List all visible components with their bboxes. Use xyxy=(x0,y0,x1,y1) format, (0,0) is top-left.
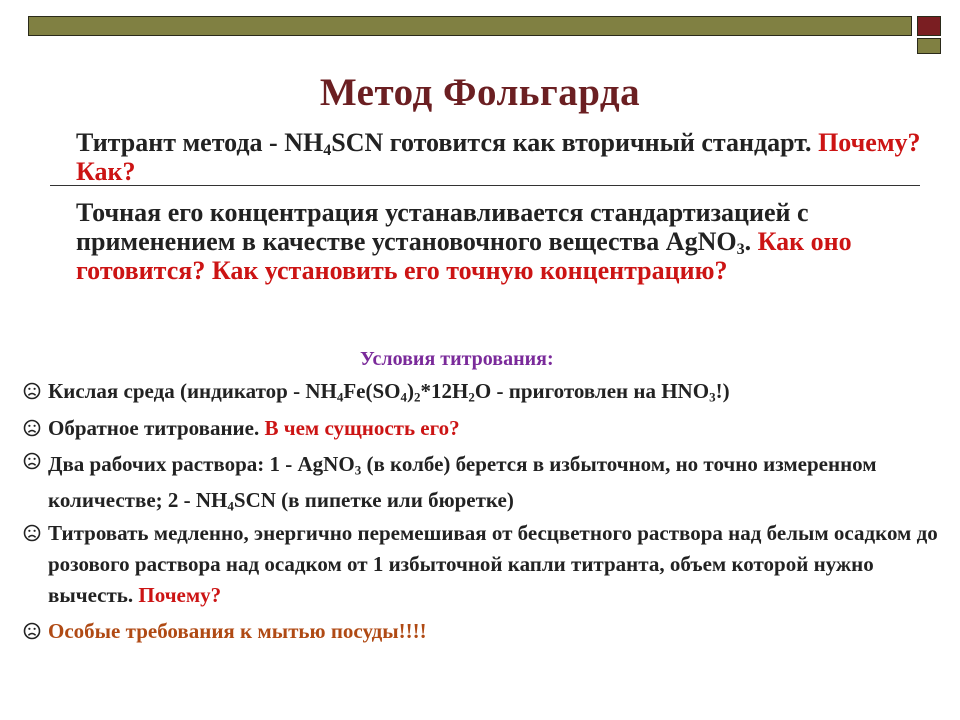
paragraph-concentration: Точная его концентрация устанавливается стандартизацией с применением в качестве установочного вещества AgNO$_3$. Как оно готовится? Как установить его точную концентрацию? xyxy=(76,198,852,285)
top-decor-band xyxy=(28,36,912,53)
frown-face-icon xyxy=(22,616,46,647)
paragraph-titrant: Титрант метода - $NH_4SCN$ готовится как вторичный стандарт. Почему? Как? xyxy=(76,128,921,186)
corner-decor-olive xyxy=(917,38,941,54)
top-decor-bar xyxy=(28,16,912,36)
slide-title: Метод Фольгарда xyxy=(319,71,641,114)
frown-face-icon xyxy=(22,446,46,477)
list-item: Кислая среда (индикатор - $NH_4Fe(SO_4)_2*12H_2O$ - приготовлен на $HNO_3$!) xyxy=(22,376,952,407)
frown-face-icon xyxy=(22,413,46,444)
list-item: Обратное титрование. В чем сущность его? xyxy=(22,413,952,444)
frown-face-icon xyxy=(22,518,46,549)
conditions-heading: Условия титрования: xyxy=(360,348,554,370)
question-why: Почему? xyxy=(138,583,222,607)
frown-face-icon xyxy=(22,376,46,407)
divider-line xyxy=(50,185,920,186)
list-item: Титровать медленно, энергично перемешивая от бесцветного раствора над белым осадком до розового раствора над осадком от 1 избыточной капли титранта, объем которой нужно вычесть. Почему? xyxy=(22,518,952,611)
question-why-how: Почему? Как? xyxy=(76,128,921,186)
question-preparation: Как оно готовится? Как установить его точную концентрацию? xyxy=(76,227,852,285)
list-item xyxy=(22,616,952,647)
corner-decor-red xyxy=(917,16,941,36)
list-item: Два рабочих раствора: 1 - AgNO$_3$ (в колбе) берется в избыточном, но точно измеренном количестве; $2 - NH_4SCN$ (в пипетке или бюретке) xyxy=(22,446,952,518)
special-requirements: Особые требования к мытью посуды!!!! xyxy=(48,619,427,643)
question-essence: В чем сущность его? xyxy=(264,416,460,440)
